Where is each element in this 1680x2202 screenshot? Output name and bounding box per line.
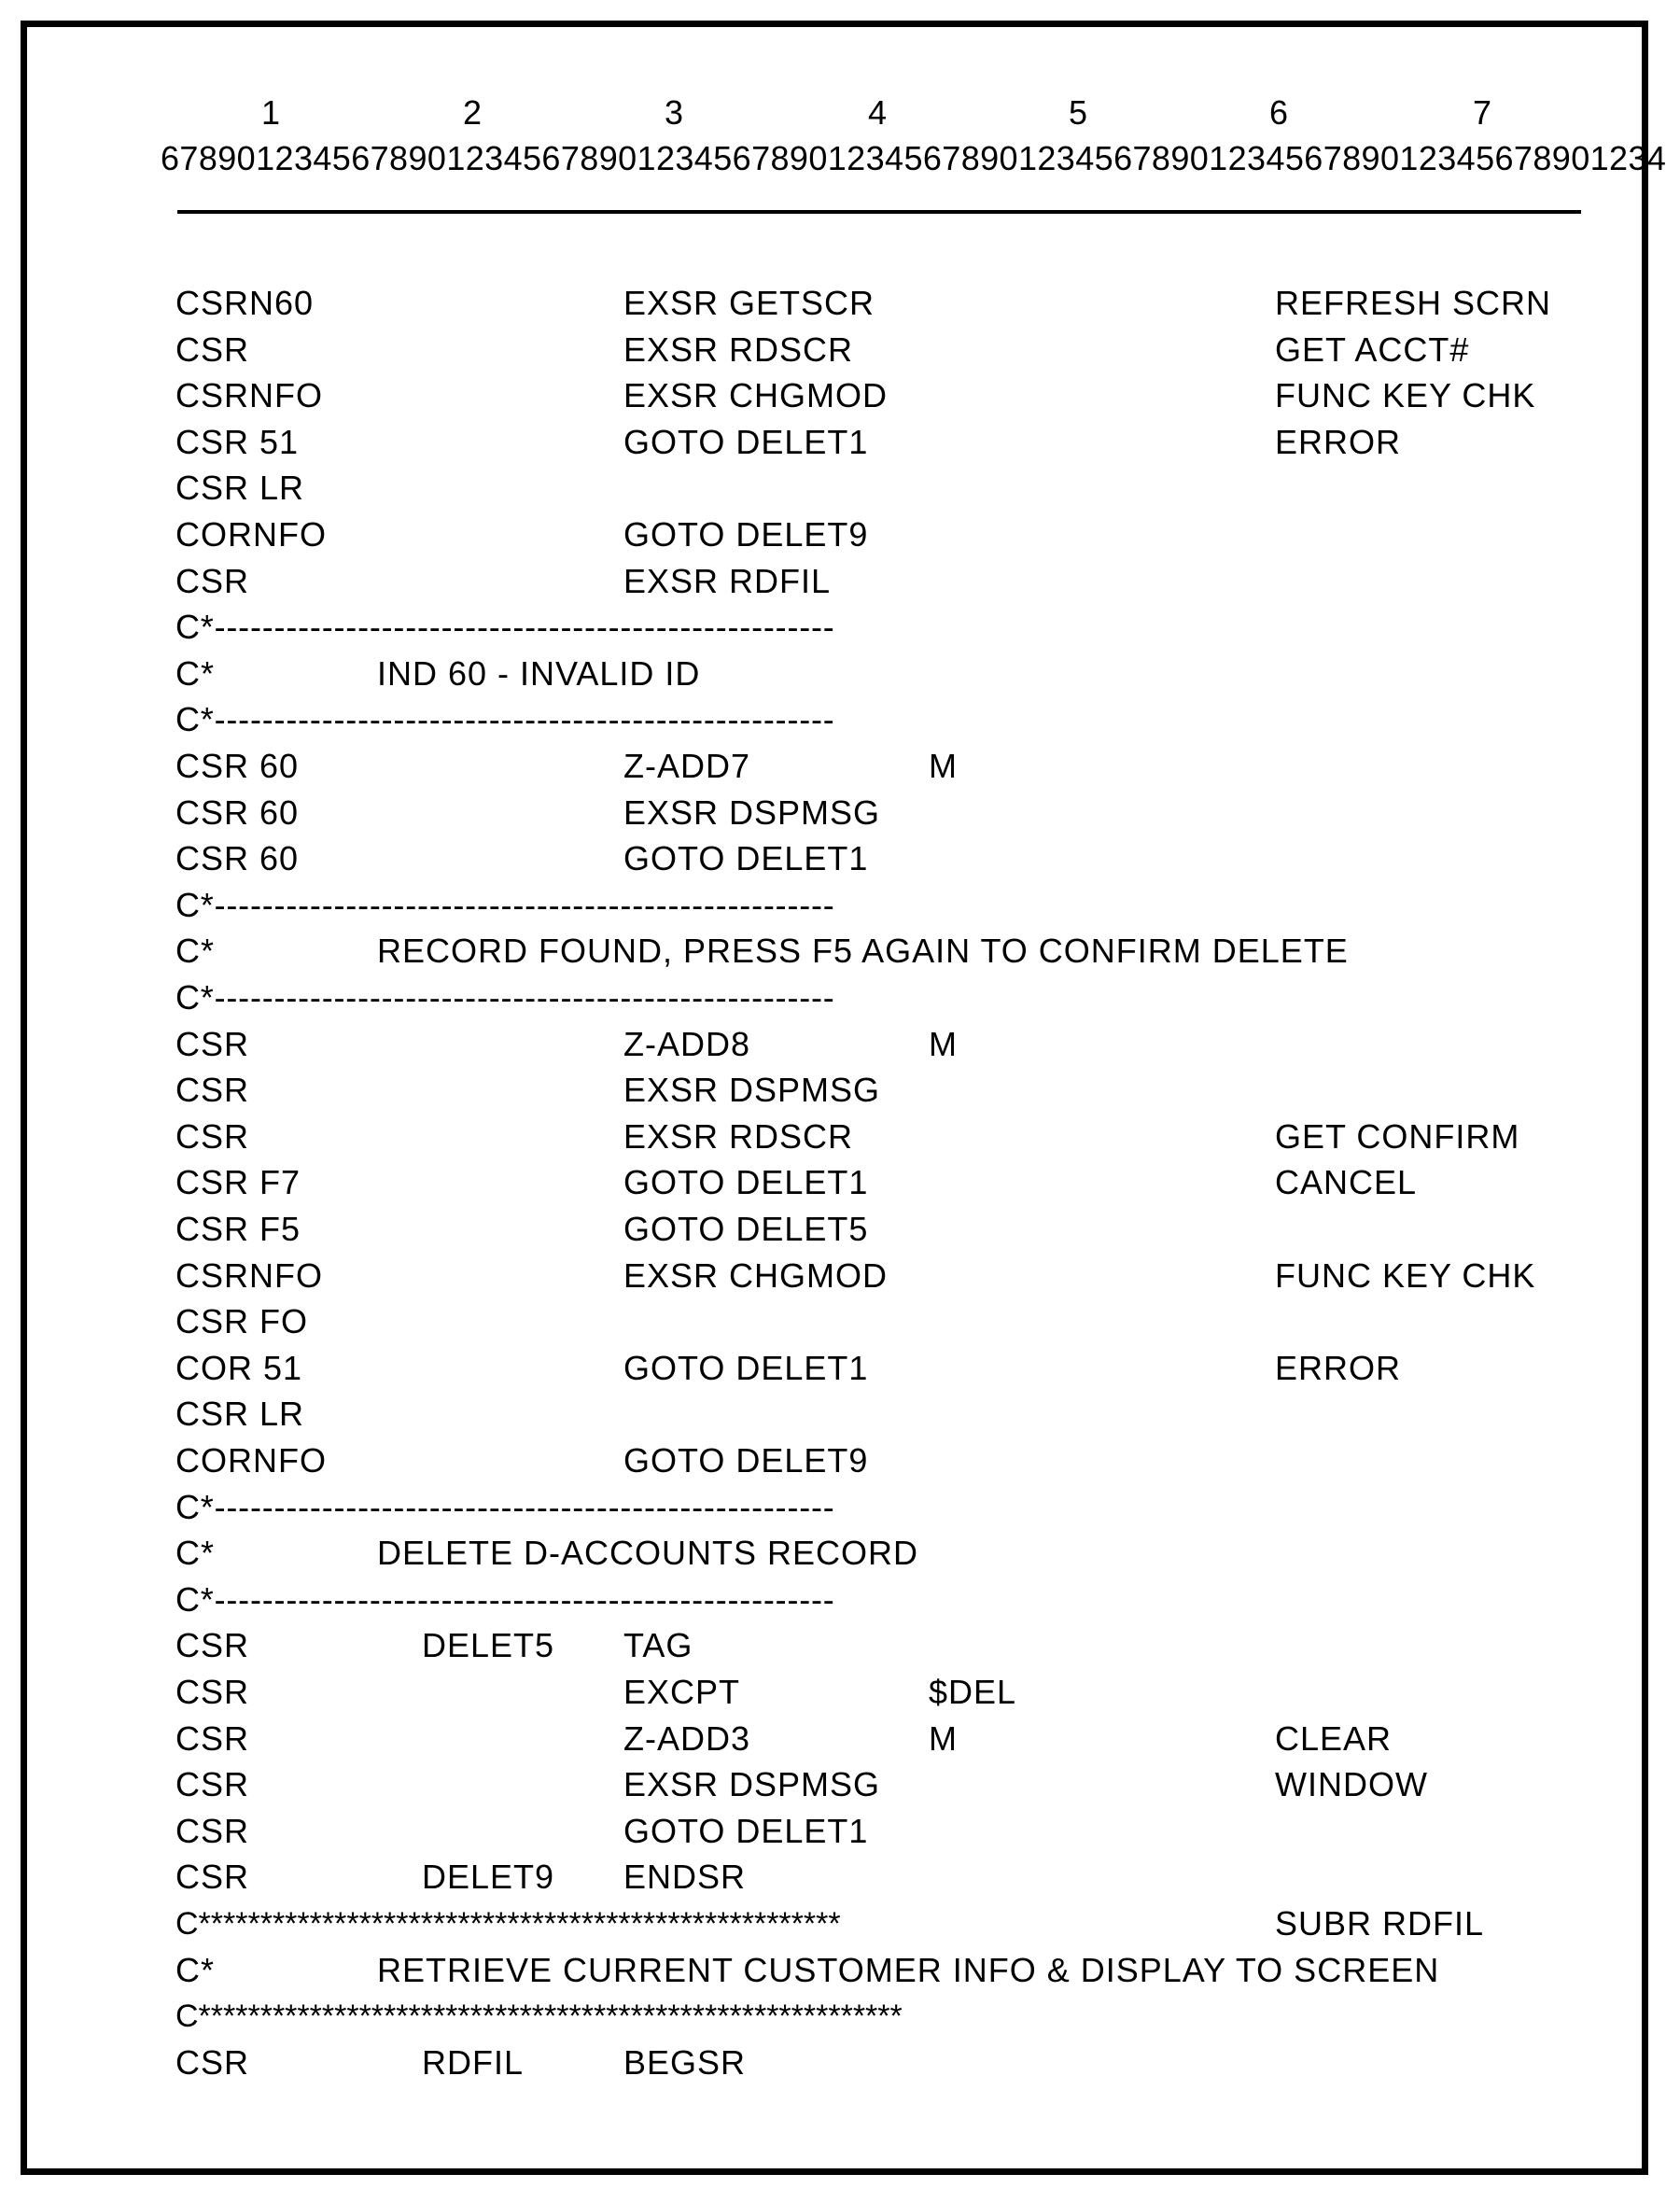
code-field-c0: CSR [175,1024,250,1063]
code-line [0,1206,1680,1253]
code-field-c0: CSR [175,1858,250,1897]
code-line [0,1900,1680,1947]
code-field-c3: EXSR RDSCR [623,1116,854,1156]
ruler-ten-mark: 4 [867,93,888,132]
code-field-c3: EXSR CHGMOD [623,376,889,415]
code-line [0,1622,1680,1669]
code-field-c5: FUNC KEY CHK [1275,376,1536,415]
code-line [0,604,1680,651]
code-line [0,558,1680,605]
code-field-c5: SUBR RDFIL [1275,1904,1485,1943]
code-field-c4: $DEL [929,1673,1017,1711]
code-field-c2: DELET9 [422,1858,555,1897]
code-field-c1: DELETE D-ACCOUNTS RECORD [377,1534,919,1573]
code-field-c0: CSRN60 [175,284,315,322]
code-line [0,1854,1680,1900]
code-field-c2: RDFIL [422,2042,525,2082]
ruler-ten-mark: 1 [260,93,281,132]
code-line [0,651,1680,697]
code-field-c0: C*---------------------------------------------------- [175,1487,835,1526]
code-field-c3: GOTO DELET9 [623,1441,869,1480]
code-line [0,790,1680,836]
code-line [0,2040,1680,2086]
code-field-c3: GOTO DELET1 [623,422,869,461]
code-line [0,1761,1680,1808]
code-field-c0: C*---------------------------------------------------- [175,885,835,924]
code-field-c1: RECORD FOUND, PRESS F5 AGAIN TO CONFIRM DELETE [377,932,1349,971]
code-line [0,1345,1680,1392]
code-field-c0: CSRNFO [175,376,323,415]
code-field-c3: GOTO DELET9 [623,515,869,554]
code-field-c5: GET ACCT# [1275,330,1470,369]
code-field-c0: CSR 51 [175,422,300,461]
code-field-c5: ERROR [1275,422,1402,461]
code-field-c4: M [929,1718,958,1758]
code-field-c0: COR 51 [175,1348,303,1387]
code-line [0,1716,1680,1762]
code-field-c1: RETRIEVE CURRENT CUSTOMER INFO & DISPLAY TO SCREEN [377,1950,1440,1989]
ruler-ten-mark: 5 [1068,93,1088,132]
code-field-c0: CSR LR [175,469,305,508]
code-line [0,1947,1680,1994]
code-field-c4: M [929,747,958,785]
code-field-c0: CSR F5 [175,1210,301,1248]
code-line [0,928,1680,975]
code-field-c0: CSR [175,2042,250,2082]
code-field-c0: CSR [175,1673,250,1711]
code-field-c3: GOTO DELET1 [623,839,869,878]
code-field-c3: GOTO DELET5 [623,1210,869,1248]
code-line [0,882,1680,929]
code-line [0,1530,1680,1577]
code-field-c3: GOTO DELET1 [623,1811,869,1850]
code-field-c0: C*---------------------------------------------------- [175,1579,835,1619]
code-line [0,1298,1680,1345]
code-field-c3: EXSR DSPMSG [623,1765,881,1804]
code-field-c3: TAG [623,1626,693,1665]
code-line [0,1993,1680,2040]
code-field-c0: CSR [175,1765,250,1804]
code-field-c0: C*---------------------------------------------------- [175,700,835,739]
code-field-c5: WINDOW [1275,1765,1428,1804]
code-field-c0: C**************************************************** [175,1906,841,1942]
ruler-ones-row: 6789012345678901234567890123456789012345678901234567890123456789012345678901234 [161,139,1667,177]
code-line [0,1391,1680,1438]
code-line [0,1484,1680,1531]
code-field-c3: BEGSR [623,2042,747,2082]
code-field-c0: C*---------------------------------------------------- [175,978,835,1017]
ruler-ten-mark: 3 [664,93,684,132]
code-line [0,465,1680,512]
code-field-c0: CSR [175,330,250,369]
code-line [0,743,1680,790]
code-field-c0: CSRNFO [175,1255,323,1295]
code-field-c3: EXSR RDSCR [623,330,854,369]
code-field-c3: Z-ADD3 [623,1718,751,1758]
code-field-c0: C* [175,653,216,693]
code-field-c3: ENDSR [623,1858,747,1897]
code-field-c3: Z-ADD8 [623,1024,751,1063]
code-field-c3: EXCPT [623,1673,741,1711]
code-line [0,1669,1680,1716]
ruler-ten-mark: 7 [1472,93,1492,132]
code-field-c0: C* [175,1950,216,1989]
code-field-c0: C*---------------------------------------------------- [175,608,835,647]
code-field-c0: C* [175,1534,216,1573]
code-field-c0: CORNFO [175,515,327,554]
code-line [0,512,1680,558]
ruler-ten-mark: 6 [1268,93,1289,132]
code-line [0,1021,1680,1068]
code-line [0,835,1680,882]
code-field-c5: CLEAR [1275,1718,1393,1758]
code-field-c3: EXSR DSPMSG [623,1071,881,1110]
code-line [0,975,1680,1021]
code-line [0,696,1680,743]
code-field-c2: DELET5 [422,1626,555,1665]
code-field-c0: CSR 60 [175,839,300,878]
code-field-c0: CSR [175,1116,250,1156]
code-field-c0: C* [175,932,216,971]
code-field-c4: M [929,1024,958,1063]
code-field-c0: CSR [175,561,250,600]
code-field-c0: CSR [175,1811,250,1850]
ruler-ten-mark: 2 [462,93,483,132]
code-field-c0: CSR [175,1626,250,1665]
code-line [0,1808,1680,1855]
code-field-c0: CSR LR [175,1395,305,1434]
code-field-c3: GOTO DELET1 [623,1348,869,1387]
code-field-c0: CSR 60 [175,747,300,785]
code-field-c3: EXSR CHGMOD [623,1255,889,1295]
code-line [0,327,1680,373]
code-field-c5: GET CONFIRM [1275,1116,1520,1156]
code-line [0,1577,1680,1623]
code-line [0,1438,1680,1484]
code-line [0,280,1680,327]
code-line [0,1114,1680,1160]
code-field-c3: EXSR GETSCR [623,284,875,322]
code-field-c3: EXSR DSPMSG [623,792,881,832]
code-field-c3: Z-ADD7 [623,747,751,785]
code-field-c5: FUNC KEY CHK [1275,1255,1536,1295]
code-field-c0: CSR [175,1071,250,1110]
code-field-c3: EXSR RDFIL [623,561,832,600]
code-field-c3: GOTO DELET1 [623,1163,869,1202]
code-field-c0: C********************************************************* [175,1999,903,2035]
code-line [0,1159,1680,1206]
code-field-c5: CANCEL [1275,1163,1418,1202]
code-field-c1: IND 60 - INVALID ID [377,653,701,693]
code-line [0,372,1680,419]
code-line [0,1067,1680,1114]
code-field-c5: REFRESH SCRN [1275,284,1552,322]
code-field-c0: CSR 60 [175,792,300,832]
code-line [0,1253,1680,1299]
code-line [0,419,1680,466]
code-field-c0: CSR FO [175,1302,309,1341]
code-field-c0: CSR [175,1718,250,1758]
code-field-c5: ERROR [1275,1348,1402,1387]
code-field-c0: CSR F7 [175,1163,301,1202]
code-field-c0: CORNFO [175,1441,327,1480]
